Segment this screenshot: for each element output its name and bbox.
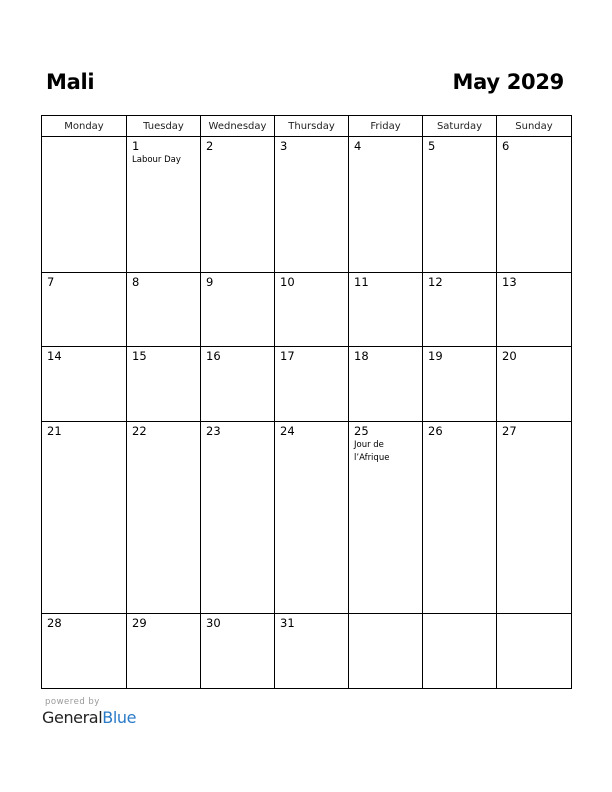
day-cell <box>497 272 572 346</box>
day-number: 1 <box>132 139 140 153</box>
day-cell <box>497 614 572 689</box>
weekday-friday: Friday <box>349 116 423 137</box>
day-number: 31 <box>280 616 295 631</box>
day-number: 6 <box>502 139 510 153</box>
day-number: 27 <box>502 423 517 438</box>
day-number: 5 <box>428 139 436 153</box>
day-number: 3 <box>280 139 288 153</box>
month-year-title: May 2029 <box>452 70 564 94</box>
day-cell <box>497 137 572 273</box>
day-cell <box>423 272 497 346</box>
day-cell <box>275 347 349 421</box>
day-cell <box>42 421 127 614</box>
day-cell <box>127 272 201 346</box>
footer-branding <box>42 697 136 727</box>
day-number: 4 <box>354 139 362 153</box>
day-cell <box>127 137 201 273</box>
day-cell <box>127 614 201 689</box>
day-cell <box>201 137 275 273</box>
day-number <box>423 614 496 617</box>
weekday-thursday: Thursday <box>275 116 349 137</box>
day-number: 24 <box>280 423 295 438</box>
day-number: 13 <box>502 274 517 289</box>
week-row <box>42 347 572 421</box>
day-cell <box>275 614 349 689</box>
day-number: 11 <box>354 274 369 289</box>
weekday-saturday: Saturday <box>423 116 497 137</box>
day-number: 18 <box>354 349 369 364</box>
day-number: 14 <box>47 349 62 364</box>
day-cell <box>349 137 423 273</box>
day-cell <box>201 421 275 614</box>
day-cell <box>201 347 275 421</box>
day-cell <box>423 614 497 689</box>
day-cell <box>349 272 423 346</box>
day-number: 9 <box>206 274 214 289</box>
weekday-monday: Monday <box>42 116 127 137</box>
day-cell <box>275 137 349 273</box>
day-number: 15 <box>132 349 147 364</box>
day-cell <box>423 347 497 421</box>
holiday-label: Labour Day <box>132 155 181 165</box>
day-cell <box>127 421 201 614</box>
day-number: 26 <box>428 423 443 438</box>
day-cell <box>42 272 127 346</box>
day-number: 12 <box>428 274 443 289</box>
day-cell <box>201 272 275 346</box>
day-number: 29 <box>132 616 147 631</box>
day-cell <box>349 614 423 689</box>
day-cell <box>42 347 127 421</box>
day-number <box>349 614 422 617</box>
holiday-label: Jour de l’Afrique <box>354 439 390 463</box>
week-row <box>42 421 572 614</box>
week-row <box>42 272 572 346</box>
day-number <box>42 137 126 140</box>
day-number <box>497 614 571 617</box>
day-cell <box>423 137 497 273</box>
brand-general-text: General <box>42 708 103 727</box>
day-cell <box>42 614 127 689</box>
day-cell <box>42 137 127 273</box>
day-cell <box>423 421 497 614</box>
country-title: Mali <box>46 70 95 94</box>
day-number: 30 <box>206 616 221 631</box>
weekday-sunday: Sunday <box>497 116 572 137</box>
day-cell <box>349 347 423 421</box>
day-cell <box>201 614 275 689</box>
powered-by-text: powered by <box>45 697 100 707</box>
day-cell <box>127 347 201 421</box>
day-number: 2 <box>206 139 214 153</box>
day-number: 19 <box>428 349 443 364</box>
day-cell <box>497 347 572 421</box>
weekday-header-row <box>42 116 572 137</box>
week-row <box>42 137 572 273</box>
day-number: 23 <box>206 423 221 438</box>
generalblue-logo[interactable] <box>42 708 136 727</box>
day-number: 16 <box>206 349 221 364</box>
day-number: 8 <box>132 274 140 289</box>
day-cell <box>349 421 423 614</box>
calendar-grid <box>41 115 572 689</box>
day-number: 21 <box>47 423 62 438</box>
week-row <box>42 614 572 689</box>
day-number: 25 <box>354 423 369 438</box>
day-number: 10 <box>280 274 295 289</box>
day-number: 17 <box>280 349 295 364</box>
day-cell <box>275 421 349 614</box>
day-cell <box>497 421 572 614</box>
brand-blue-text: Blue <box>102 708 137 727</box>
weekday-tuesday: Tuesday <box>127 116 201 137</box>
day-number: 28 <box>47 616 62 631</box>
day-number: 7 <box>47 274 55 289</box>
weekday-wednesday: Wednesday <box>201 116 275 137</box>
day-cell <box>275 272 349 346</box>
day-number: 22 <box>132 423 147 438</box>
day-number: 20 <box>502 349 517 364</box>
